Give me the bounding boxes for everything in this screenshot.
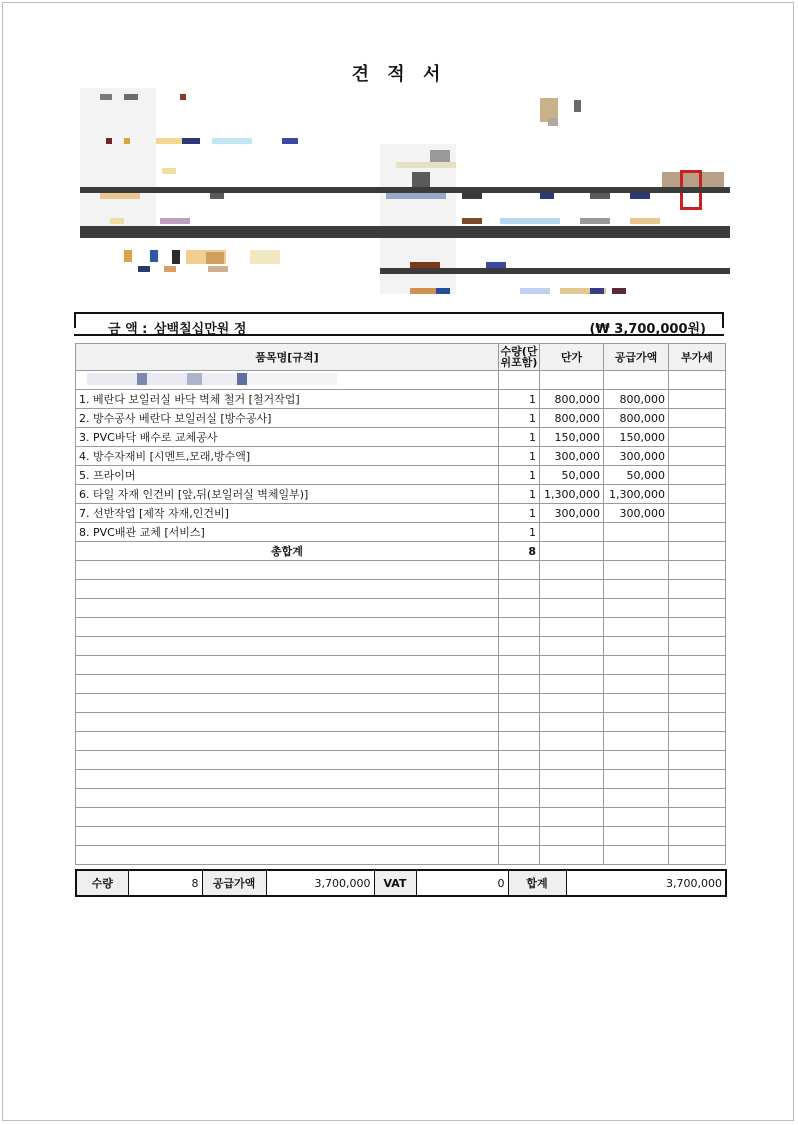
items-table xyxy=(75,343,726,865)
amount-label: 금 액 : xyxy=(108,322,148,337)
table-row: 5. 프라이머 1 50,000 50,000 xyxy=(76,466,726,485)
header-qty: 수량(단위포함) xyxy=(499,344,540,371)
empty-table-row xyxy=(76,732,726,751)
total-qty: 8 xyxy=(499,542,540,561)
empty-table-row xyxy=(76,675,726,694)
header-name: 품목명[규격] xyxy=(76,344,499,371)
document-title: 견 적 서 xyxy=(351,64,447,85)
summary-total-value: 3,700,000 xyxy=(566,870,726,896)
amount-banner xyxy=(74,312,724,336)
amount-in-words: 삼백칠십만원 정 xyxy=(154,322,247,337)
empty-table-row xyxy=(76,618,726,637)
summary-qty-value: 8 xyxy=(128,870,202,896)
summary-table xyxy=(75,869,727,897)
empty-table-row xyxy=(76,846,726,865)
table-row: 1. 베란다 보일러실 바닥 벽체 철거 [철거작업] 1 800,000 800,000 xyxy=(76,390,726,409)
summary-row xyxy=(76,870,726,896)
summary-total-label: 합계 xyxy=(508,870,566,896)
bracket-left xyxy=(74,314,82,328)
empty-table-row xyxy=(76,656,726,675)
summary-qty-label: 수량 xyxy=(76,870,128,896)
table-row: 4. 방수자재비 [시멘트,모래,방수액] 1 300,000 300,000 xyxy=(76,447,726,466)
table-header-row xyxy=(76,344,726,371)
table-row: 7. 선반작업 [제작 자재,인건비] 1 300,000 300,000 xyxy=(76,504,726,523)
empty-table-row xyxy=(76,561,726,580)
empty-table-row xyxy=(76,599,726,618)
empty-table-row xyxy=(76,789,726,808)
empty-table-row xyxy=(76,637,726,656)
summary-vat-value: 0 xyxy=(416,870,508,896)
table-row: 3. PVC바닥 배수로 교체공사 1 150,000 150,000 xyxy=(76,428,726,447)
empty-table-row xyxy=(76,808,726,827)
empty-table-row xyxy=(76,751,726,770)
summary-vat-label: VAT xyxy=(374,870,416,896)
empty-table-row xyxy=(76,713,726,732)
header-unit-price: 단가 xyxy=(540,344,604,371)
empty-table-row xyxy=(76,694,726,713)
table-row: 8. PVC배관 교체 [서비스] 1 xyxy=(76,523,726,542)
header-supply: 공급가액 xyxy=(604,344,669,371)
table-row: 2. 방수공사 베란다 보일러실 [방수공사] 1 800,000 800,000 xyxy=(76,409,726,428)
empty-table-row xyxy=(76,770,726,789)
redacted-row xyxy=(76,371,726,390)
table-row: 6. 타일 자재 인건비 [앞,뒤(보일러실 벽체일부)] 1 1,300,000 1,300,000 xyxy=(76,485,726,504)
amount-number: (₩ 3,700,000원) xyxy=(589,322,706,337)
summary-supply-value: 3,700,000 xyxy=(266,870,374,896)
summary-supply-label: 공급가액 xyxy=(202,870,266,896)
bracket-right xyxy=(716,314,724,328)
total-label: 총합계 xyxy=(76,542,499,561)
empty-table-row xyxy=(76,827,726,846)
empty-table-row xyxy=(76,580,726,599)
header-vat: 부가세 xyxy=(669,344,726,371)
total-row xyxy=(76,542,726,561)
